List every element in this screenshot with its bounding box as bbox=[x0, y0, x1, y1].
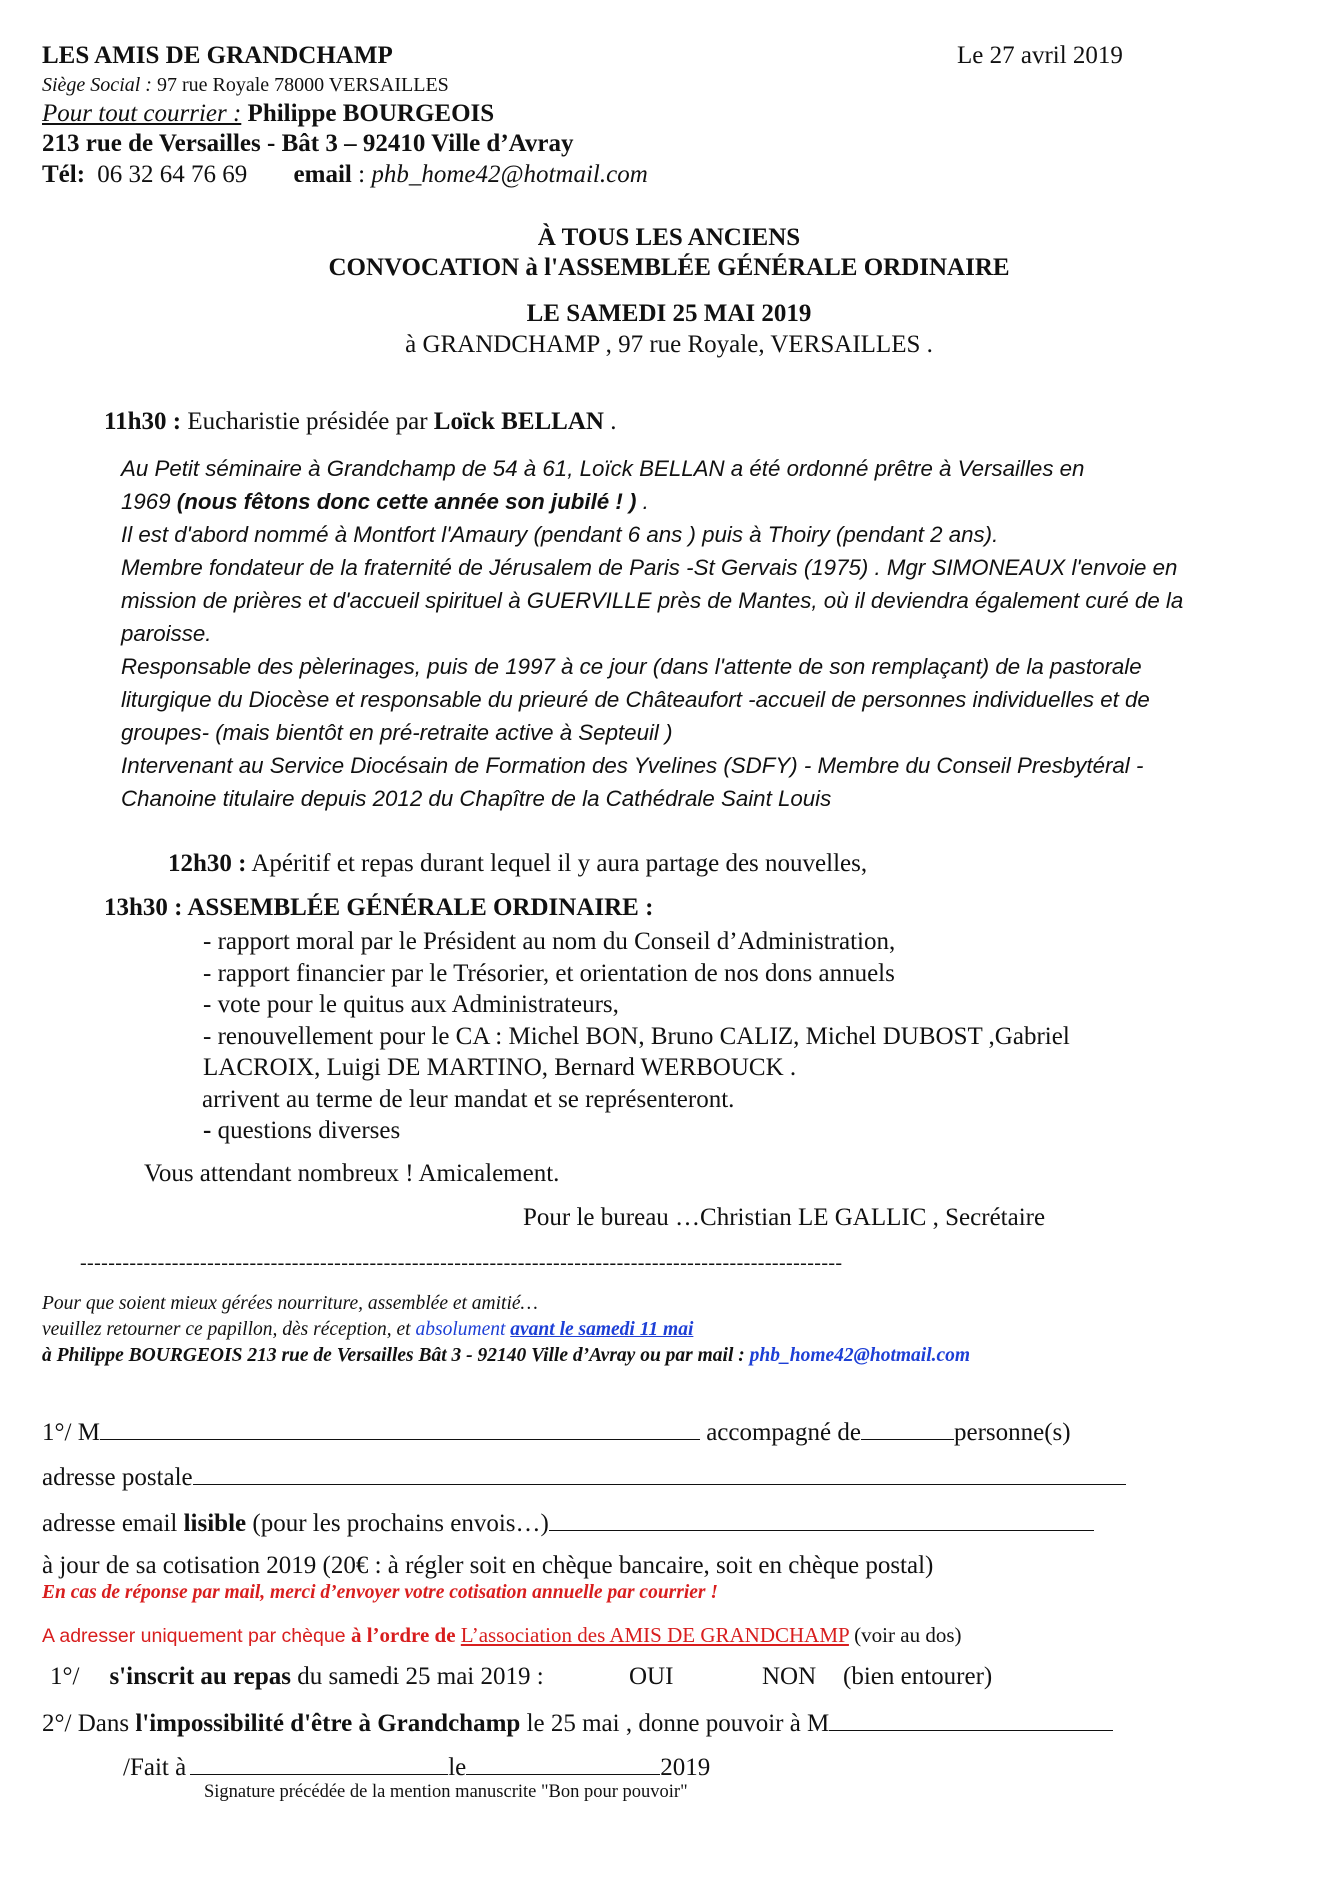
email-field-note: (pour les prochains envois…) bbox=[246, 1510, 549, 1537]
bio-line: Membre fondateur de la fraternité de Jérusalem de Paris -St Gervais (1975) . Mgr SIMONEAUX l'envoie en bbox=[121, 555, 1178, 580]
agenda-list bbox=[203, 926, 1070, 1147]
meal-text: Apéritif et repas durant lequel il y aura partage des nouvelles, bbox=[246, 850, 868, 877]
year-label: 2019 bbox=[660, 1754, 711, 1781]
agenda-item: LACROIX, Luigi DE MARTINO, Bernard WERBOUCK . bbox=[203, 1054, 797, 1081]
cheque-line: A adresser uniquement par chèque à l’ordre de L’association des AMIS DE GRANDCHAMP (voir au dos) bbox=[42, 1623, 962, 1647]
celebrant-name: Loïck BELLAN bbox=[433, 408, 604, 435]
closing-text: Vous attendant nombreux ! Amicalement. bbox=[144, 1160, 560, 1187]
absolument-text: absolument bbox=[415, 1319, 506, 1340]
agenda-item: - rapport financier par le Trésorier, et orientation de nos dons annuels bbox=[203, 959, 895, 987]
cut-separator: ------------------------------------------------------------------------------------------------------------ bbox=[80, 1252, 843, 1274]
siege-line bbox=[42, 74, 449, 97]
field-name-row bbox=[42, 1417, 1071, 1447]
bio-line: mission de prières et d'accueil spirituel à GUERVILLE près de Mantes, où il deviendra également curé de la bbox=[121, 588, 1184, 613]
agenda-item: - rapport moral par le Président au nom du Conseil d’Administration, bbox=[203, 928, 896, 955]
signature-line: Pour le bureau …Christian LE GALLIC , Secrétaire bbox=[523, 1204, 1046, 1231]
email-field-label: adresse email bbox=[42, 1510, 184, 1537]
field-address-row bbox=[42, 1462, 1126, 1492]
signature-note: Signature précédée de la mention manuscrite "Bon pour pouvoir" bbox=[204, 1782, 688, 1802]
oui-option[interactable]: OUI bbox=[629, 1663, 674, 1690]
accompagne-label: accompagné de bbox=[699, 1419, 861, 1446]
slip-intro-3: à Philippe BOURGEOIS 213 rue de Versailles Bât 3 - 92140 Ville d’Avray ou par mail : phb_home42@hotmail.com bbox=[42, 1345, 971, 1366]
impossibility-text: l'impossibilité d'être à Grandchamp bbox=[135, 1710, 521, 1737]
bio-line: Responsable des pèlerinages, puis de 1997 à ce jour (dans l'attente de son remplaçant) de la pastorale bbox=[121, 654, 1142, 679]
eucharist-text: Eucharistie présidée par bbox=[181, 408, 434, 435]
slip-intro-2: veuillez retourner ce papillon, dès réception, et absolument avant le samedi 11 mai bbox=[42, 1319, 694, 1340]
lisible-text: lisible bbox=[183, 1510, 247, 1537]
jubilee-text: (nous fêtons donc cette année son jubilé ! ) bbox=[176, 489, 637, 514]
courrier-line bbox=[42, 100, 494, 128]
proxy-row: 2°/ Dans l'impossibilité d'être à Grandchamp le 25 mai , donne pouvoir à M bbox=[42, 1708, 1113, 1738]
mail-warning: En cas de réponse par mail, merci d’envoyer votre cotisation annuelle par courrier ! bbox=[42, 1582, 718, 1603]
title-line-3: LE SAMEDI 25 MAI 2019 bbox=[526, 300, 812, 327]
courrier-label: Pour tout courrier : bbox=[42, 100, 242, 127]
address-blank[interactable] bbox=[193, 1462, 1126, 1485]
title-line-1: À TOUS LES ANCIENS bbox=[537, 224, 801, 251]
proxy-name-blank[interactable] bbox=[829, 1708, 1113, 1731]
non-option[interactable]: NON bbox=[762, 1663, 817, 1690]
letter-date: Le 27 avril 2019 bbox=[957, 42, 1123, 69]
program-1330-heading: 13h30 : ASSEMBLÉE GÉNÉRALE ORDINAIRE : bbox=[104, 894, 654, 921]
bio-line: Intervenant au Service Diocésain de Formation des Yvelines (SDFY) - Membre du Conseil Presbytéral - bbox=[121, 753, 1144, 778]
courrier-name: Philippe BOURGEOIS bbox=[247, 100, 495, 127]
bio-line: liturgique du Diocèse et responsable du prieuré de Châteaufort -accueil de personnes individuelles et de bbox=[121, 687, 1150, 712]
bio-line: groupes- (mais bientôt en pré-retraite active à Septeuil ) bbox=[121, 720, 673, 745]
field-email-row bbox=[42, 1508, 1094, 1538]
date-blank[interactable] bbox=[466, 1752, 660, 1775]
courrier-address: 213 rue de Versailles - Bât 3 – 92410 Ville d’Avray bbox=[42, 130, 574, 157]
contact-line bbox=[42, 161, 648, 189]
program-1130 bbox=[104, 408, 616, 436]
persons-label: personne(s) bbox=[953, 1419, 1071, 1446]
field-name-label: 1°/ M bbox=[42, 1419, 100, 1446]
siege-label: Siège Social : bbox=[42, 74, 152, 96]
agenda-item: arrivent au terme de leur mandat et se représenteront. bbox=[202, 1085, 735, 1113]
bio-line: paroisse. bbox=[121, 621, 212, 646]
siege-address: 97 rue Royale 78000 VERSAILLES bbox=[156, 74, 449, 96]
slip-email[interactable]: phb_home42@hotmail.com bbox=[749, 1345, 971, 1366]
email-label: email bbox=[293, 161, 352, 188]
email-value[interactable]: phb_home42@hotmail.com bbox=[371, 161, 648, 188]
time-1130: 11h30 : bbox=[104, 408, 182, 435]
bio-line: Il est d'abord nommé à Montfort l'Amaury (pendant 6 ans ) puis à Thoiry (pendant 2 ans). bbox=[121, 522, 999, 547]
eucharist-end: . bbox=[603, 408, 617, 435]
email-blank[interactable] bbox=[549, 1508, 1094, 1531]
bio-block bbox=[121, 452, 1183, 815]
bio-line: Au Petit séminaire à Grandchamp de 54 à 61, Loïck BELLAN a été ordonné prêtre à Versailles en bbox=[121, 456, 1085, 481]
agenda-item: - renouvellement pour le CA : Michel BON, Bruno CALIZ, Michel DUBOST ,Gabriel bbox=[203, 1022, 1070, 1050]
agenda-item: - questions diverses bbox=[203, 1117, 401, 1144]
name-blank[interactable] bbox=[100, 1417, 700, 1440]
association-name: L’association des AMIS DE GRANDCHAMP bbox=[460, 1623, 849, 1647]
fait-label: /Fait à bbox=[123, 1754, 187, 1781]
program-1230 bbox=[168, 850, 867, 878]
circle-instruction: (bien entourer) bbox=[843, 1663, 993, 1690]
le-label: le bbox=[448, 1754, 467, 1781]
meal-registration-row: 1°/ s'inscrit au repas du samedi 25 mai 2019 : bbox=[50, 1663, 544, 1690]
bio-line: 1969 (nous fêtons donc cette année son jubilé ! ) . bbox=[121, 489, 649, 514]
org-name: LES AMIS DE GRANDCHAMP bbox=[42, 42, 393, 69]
slip-intro-1: Pour que soient mieux gérées nourriture, assemblée et amitié… bbox=[42, 1293, 538, 1314]
bio-line: Chanoine titulaire depuis 2012 du Chapître de la Cathédrale Saint Louis bbox=[121, 786, 832, 811]
fait-row bbox=[123, 1752, 710, 1782]
tel-label: Tél: bbox=[42, 161, 86, 188]
email-sep: : bbox=[351, 161, 372, 188]
repas-label: s'inscrit au repas bbox=[109, 1663, 291, 1690]
tel-value: 06 32 64 76 69 bbox=[97, 161, 248, 188]
address-label: adresse postale bbox=[42, 1464, 193, 1491]
cotisation-line: à jour de sa cotisation 2019 (20€ : à régler soit en chèque bancaire, soit en chèque postal) bbox=[42, 1552, 934, 1579]
deadline-text: avant le samedi 11 mai bbox=[510, 1319, 694, 1340]
persons-count-blank[interactable] bbox=[861, 1417, 954, 1440]
title-line-2: CONVOCATION à l'ASSEMBLÉE GÉNÉRALE ORDINAIRE bbox=[328, 254, 1010, 281]
agenda-item: - vote pour le quitus aux Administrateurs, bbox=[203, 991, 619, 1018]
place-blank[interactable] bbox=[190, 1752, 448, 1775]
title-line-4: à GRANDCHAMP , 97 rue Royale, VERSAILLES . bbox=[405, 331, 933, 358]
time-1230: 12h30 : bbox=[168, 850, 247, 877]
